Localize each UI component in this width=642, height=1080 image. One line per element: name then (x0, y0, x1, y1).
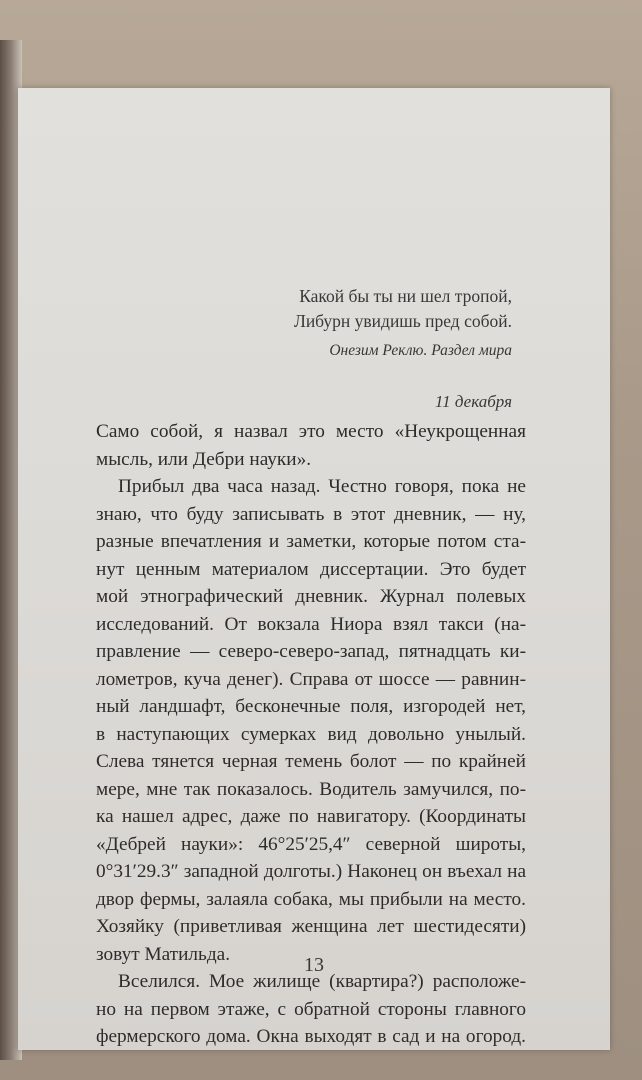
epigraph-attribution: Онезим Реклю. Раздел мира (329, 342, 512, 359)
text-line: ка нашел адрес, даже по навигатору. (Координаты (96, 806, 526, 827)
epigraph (294, 284, 512, 360)
epigraph-line: Либурн увидишь пред собой. (293, 311, 512, 331)
text-line: Слева тянется черная темень болот — по крайней (96, 751, 526, 772)
page-number: 13 (304, 954, 324, 976)
text-line: Прибыл два часа назад. Честно говоря, пока не (118, 476, 526, 497)
entry-date: 11 декабря (434, 392, 512, 411)
text-line: зовут Матильда. (96, 943, 231, 965)
text-line: «Дебрей науки»: 46°25′25,4″ северной широты, (96, 833, 526, 855)
text-line: фермерского дома. Окна выходят в сад и на огород. (96, 1026, 526, 1047)
text-line: знаю, что буду записывать в этот дневник, — ну, (96, 503, 526, 525)
text-line: ный ландшафт, бесконечные поля, изгородей нет, (96, 696, 526, 717)
text-line: двор фермы, залаяла собака, мы прибыли на место. (96, 888, 526, 910)
text-line: лометров, куча денег). Справа от шоссе — равнин- (96, 668, 526, 690)
text-line: мысль, или Дебри науки». (96, 448, 312, 470)
text-line: правление — северо-северо-запад, пятнадцать ки- (96, 641, 526, 662)
text-line: в наступающих сумерках вид довольно унылый. (96, 723, 526, 745)
text-line: мой этнографический дневник. Журнал полевых (96, 586, 526, 607)
text-line: но на первом этаже, с обратной стороны главного (96, 998, 526, 1020)
text-line: Само собой, я назвал это место «Неукрощенная (96, 421, 526, 442)
book-page (18, 88, 610, 1050)
text-line: мере, мне так показалось. Водитель замучился, по- (96, 778, 526, 800)
text-line: 0°31′29.3″ западной долготы.) Наконец он въехал на (96, 861, 526, 882)
text-line: разные впечатления и заметки, которые потом ста- (96, 531, 526, 552)
text-line: Хозяйку (приветливая женщина лет шестидесяти) (96, 916, 526, 937)
text-line: Вселился. Мое жилище (квартира?) расположе- (118, 971, 526, 992)
text-line: исследований. От вокзала Ниора взял такси (на- (96, 613, 526, 635)
text-line: нут ценным материалом диссертации. Это будет (96, 558, 526, 580)
epigraph-line: Какой бы ты ни шел тропой, (299, 286, 512, 306)
